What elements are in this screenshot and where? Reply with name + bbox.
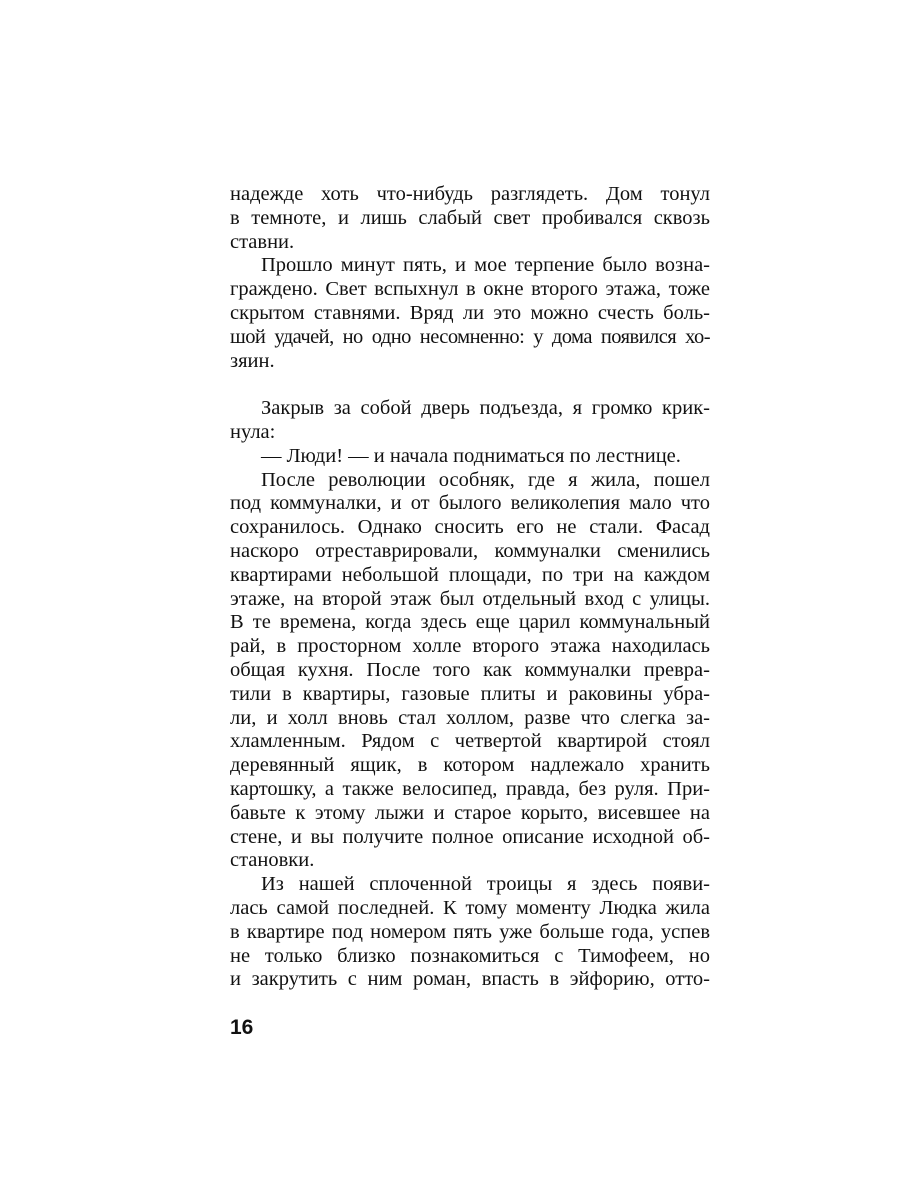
text-line: граждено. Свет вспыхнул в окне второго этажа, тоже [230, 278, 710, 301]
text-line: зяин. [230, 349, 275, 372]
text-line: в темноте, и лишь слабый свет пробивался сквозь [230, 206, 710, 229]
text-line: ставни. [230, 230, 295, 253]
text-line: квартирами небольшой площади, по три на каждом [230, 563, 710, 586]
text-line: шой удачей, но одно несомненно: у дома появился хо- [230, 325, 710, 348]
text-line: В те времена, когда здесь еще царил коммунальный [230, 611, 710, 634]
text-line: ли, и холл вновь стал холлом, разве что слегка за- [230, 706, 710, 729]
page-number: 16 [230, 1016, 254, 1039]
text-line: надежде хоть что-нибудь разглядеть. Дом тонул [230, 183, 710, 205]
text-line: сохранилось. Однако сносить его не стали. Фасад [230, 516, 710, 539]
text-line: — Люди! — и начала подниматься по лестнице. [261, 444, 681, 467]
text-line: тили в квартиры, газовые плиты и раковины убра- [230, 682, 710, 705]
text-line: и закрутить с ним роман, впасть в эйфорию, отто- [230, 968, 710, 991]
text-line: не только близко познакомиться с Тимофеем, но [230, 944, 710, 967]
text-line: общая кухня. После того как коммуналки превра- [230, 658, 710, 681]
text-line: наскоро отреставрировали, коммуналки сменились [230, 539, 710, 562]
text-line: под коммуналки, и от былого великолепия мало что [230, 492, 710, 515]
text-line: Из нашей сплоченной троицы я здесь появи- [261, 873, 710, 896]
text-line: скрытом ставнями. Вряд ли это можно счесть боль- [230, 301, 710, 324]
text-line: в квартире под номером пять уже больше года, успев [230, 920, 710, 943]
text-line: Прошло минут пять, и мое терпение было возна- [261, 254, 710, 277]
text-line: этаже, на второй этаж был отдельный вход с улицы. [230, 587, 710, 610]
text-line: После революции особняк, где я жила, пошел [261, 468, 710, 491]
text-line: стене, и вы получите полное описание исходной об- [230, 825, 710, 848]
page-text [230, 183, 710, 992]
section-break [230, 373, 710, 397]
text-line: становки. [230, 849, 315, 872]
text-line: рай, в просторном холле второго этажа находилась [230, 635, 710, 658]
text-line: деревянный ящик, в котором надлежало хранить [230, 754, 710, 777]
text-line: лась самой последней. К тому моменту Людка жила [230, 896, 710, 919]
text-line: хламленным. Рядом с четвертой квартирой стоял [230, 730, 710, 753]
text-line: нула: [230, 420, 276, 443]
text-line: бавьте к этому лыжи и старое корыто, висевшее на [230, 801, 710, 824]
text-line: картошку, а также велосипед, правда, без руля. При- [230, 777, 710, 800]
text-line: Закрыв за собой дверь подъезда, я громко крик- [261, 397, 710, 420]
